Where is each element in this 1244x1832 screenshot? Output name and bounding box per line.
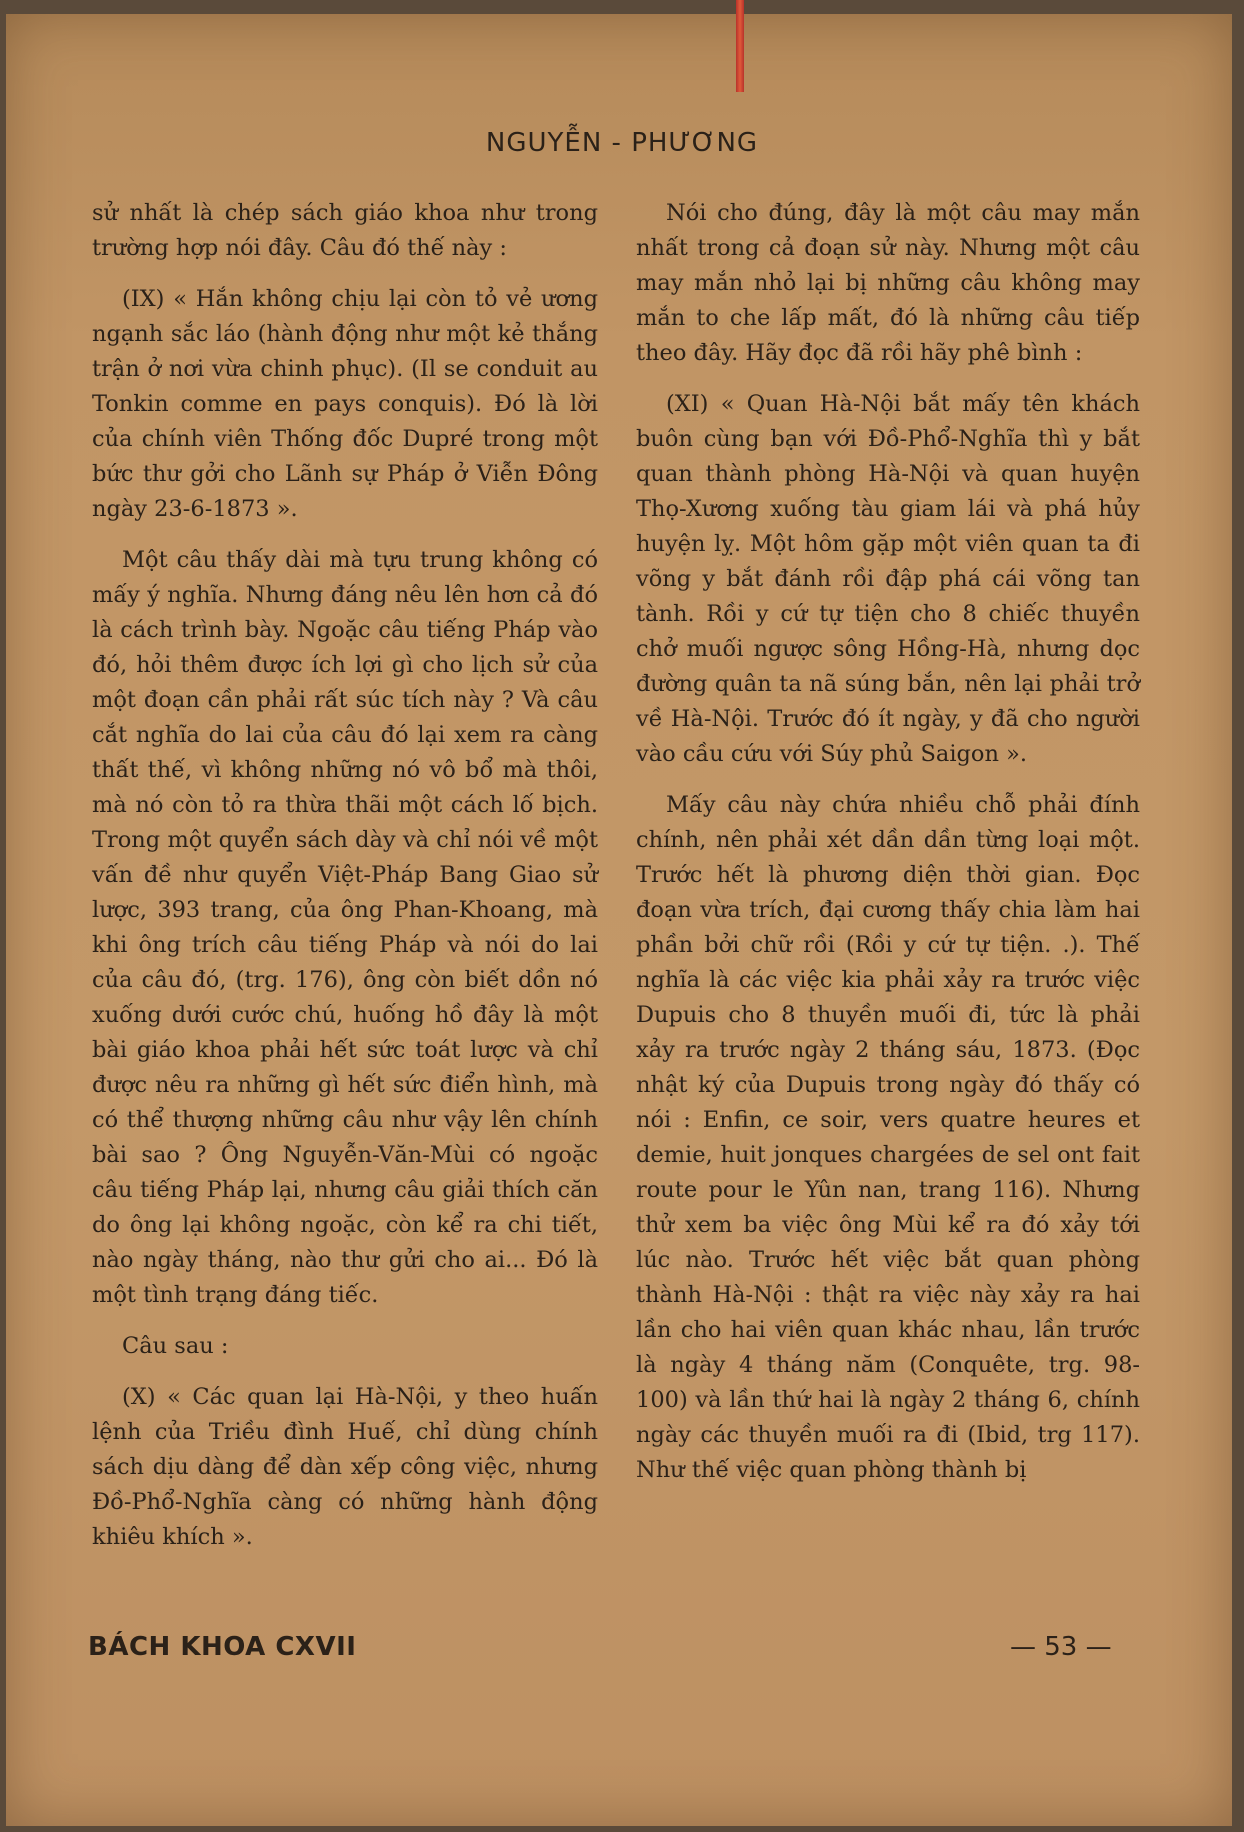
running-title: NGUYỄN - PHƯƠNG [485,128,759,158]
page-number: — 53 — [1010,1632,1112,1662]
paragraph: (XI) « Quan Hà-Nội bắt mấy tên khách buôn cùng bạn với Đồ-Phổ-Nghĩa thì y bắt quan thành phòng Hà-Nội và quan huyện Thọ-Xương xuống tàu giam lái và phá hủy huyện lỵ. Một hôm gặp một viên quan ta đi võng y bắt đánh rồi đập phá cái võng tan tành. Rồi y cứ tự tiện cho 8 chiếc thuyền chở muối ngược sông Hồng-Hà, nhưng dọc đường quân ta nã súng bắn, nên lại phải trở về Hà-Nội. Trước đó ít ngày, y đã cho người vào cầu cứu với Súy phủ Saigon ». [636,391,1140,767]
paragraph: Một câu thấy dài mà tựu trung không có mấy ý nghĩa. Nhưng đáng nêu lên hơn cả đó là cách trình bày. Ngoặc câu tiếng Pháp vào đó, hỏi thêm được ích lợi gì cho lịch sử của một đoạn cần phải rất súc tích này ? Và câu cắt nghĩa do lai của câu đó lại xem ra càng thất thế, vì không những nó vô bổ mà thôi, mà nó còn tỏ ra thừa thãi một cách lố bịch. Trong một quyển sách dày và chỉ nói về một vấn đề như quyển Việt-Pháp Bang Giao sử lược, 393 trang, của ông Phan-Khoang, mà khi ông trích câu tiếng Pháp và nói do lai của câu đó, (trg. 176), ông còn biết dồn nó xuống dưới cước chú, huống hồ đây là một bài giáo khoa phải hết sức toát lược và chỉ được nêu ra những gì hết sức điển hình, mà có thể thượng những câu như vậy lên chính bài sao ? Ông Nguyễn-Văn-Mùi có ngoặc câu tiếng Pháp lại, nhưng câu giải thích căn do ông lại không ngoặc, còn kể ra chi tiết, nào ngày tháng, nào thư gửi cho ai... Đó là một tình trạng đáng tiếc. [92,547,598,1308]
paragraph: Câu sau : [122,1333,229,1359]
paragraph: Mấy câu này chứa nhiều chỗ phải đính chính, nên phải xét dần dần từng loại một. Trước hết là phương diện thời gian. Đọc đoạn vừa trích, đại cương thấy chia làm hai phần bởi chữ rồi (Rồi y cứ tự tiện. .). Thế nghĩa là các việc kia phải xảy ra trước việc Dupuis cho 8 thuyền muối đi, tức là phải xảy ra trước ngày 2 tháng sáu, 1873. (Đọc nhật ký của Dupuis trong ngày đó thấy có nói : Enfin, ce soir, vers quatre heures et demie, huit jonques chargées de sel ont fait route pour le Yûn nan, trang 116). Nhưng thử xem ba việc ông Mùi kể ra đó xảy tới lúc nào. Trước hết việc bắt quan phòng thành Hà-Nội : thật ra việc này xảy ra hai lần cho hai viên quan khác nhau, lần trước là ngày 4 tháng năm (Conquête, trg. 98-100) và lần thứ hai là ngày 2 tháng 6, chính ngày các thuyền muối ra đi (Ibid, trg 117). Như thế việc quan phòng thành bị [636,792,1140,1483]
paragraph: (IX) « Hắn không chịu lại còn tỏ vẻ ương ngạnh sắc láo (hành động như một kẻ thắng trận ở nơi vừa chinh phục). (Il se conduit au Tonkin comme en pays conquis). Đó là lời của chính viên Thống đốc Dupré trong một bức thư gởi cho Lãnh sự Pháp ở Viễn Đông ngày 23-6-1873 ». [92,286,598,522]
paragraph: sử nhất là chép sách giáo khoa như trong trường hợp nói đây. Câu đó thế này : [92,200,598,261]
paragraph: (X) « Các quan lại Hà-Nội, y theo huấn lệnh của Triều đình Huế, chỉ dùng chính sách dịu dàng để dàn xếp công việc, nhưng Đồ-Phổ-Nghĩa càng có những hành động khiêu khích ». [92,1384,598,1550]
right-column [636,196,1140,1504]
magazine-title: BÁCH KHOA CXVII [88,1632,357,1662]
ribbon-bookmark [736,0,744,92]
paragraph: Nói cho đúng, đây là một câu may mắn nhất trong cả đoạn sử này. Nhưng một câu may mắn nhỏ lại bị những câu không may mắn to che lấp mất, đó là những câu tiếp theo đây. Hãy đọc đã rồi hãy phê bình : [636,200,1140,366]
left-column [92,196,598,1571]
